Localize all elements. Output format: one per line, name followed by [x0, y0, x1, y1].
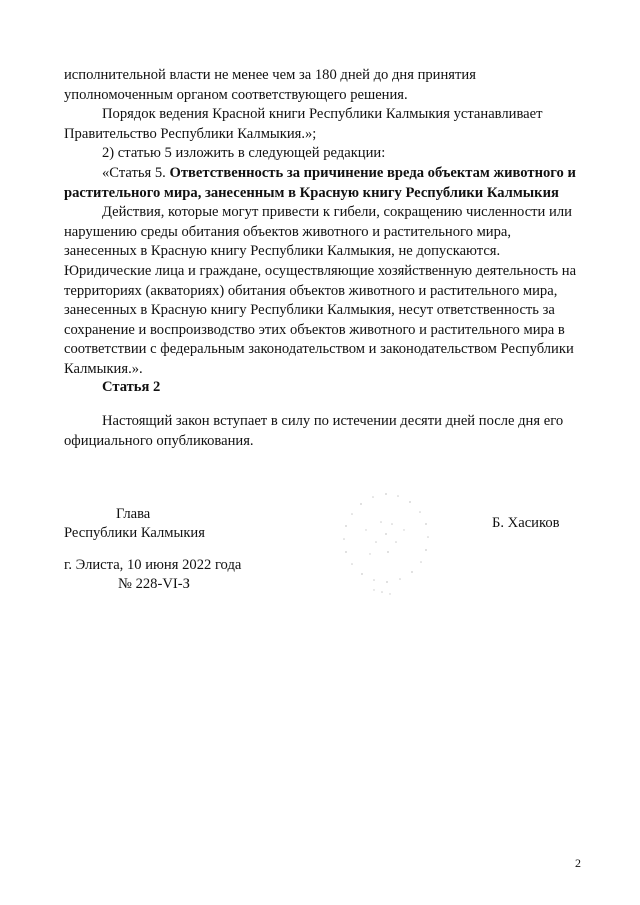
article-5-label: «Статья 5. — [102, 164, 170, 181]
article-2-text: Настоящий закон вступает в силу по истечении десяти дней после дня его официального опубликования. — [64, 413, 564, 449]
page-number: 2 — [575, 856, 581, 870]
signatory-title-line2: Республики Калмыкия — [64, 525, 205, 541]
paragraph-procedure: Порядок ведения Красной книги Республики Калмыкия устанавливает Правительство Республики Калмыкия.»; — [64, 106, 543, 142]
paragraph-amendment: 2) статью 5 изложить в следующей редакции: — [102, 145, 386, 162]
article-5-title: Ответственность за причинение вреда объектам животного и растительного мира, занесенным в Красную книгу Республики Калмыкия — [64, 164, 576, 201]
law-text-block — [64, 66, 582, 380]
article-2-text-block — [64, 412, 582, 451]
faint-stamp — [326, 482, 446, 600]
paragraph-continued: исполнительной власти не менее чем за 180 дней до дня принятия уполномоченным органом соответствующего решения. — [64, 67, 476, 103]
article-5-text: Действия, которые могут привести к гибели, сокращению численности или нарушению среды обитания объектов животного и растительного мира, занесенных в Красную книгу Республики Калмыкия, не допускаются. Юридические лица и граждане, осуществляющие хозяйственную деятельность на территориях (акваториях) обитания объектов животного и растительного мира, занесенных в Красную книгу Республики Калмыкия, несут ответственность за сохранение и воспроизводство этих объектов животного и растительного мира в соответствии с федеральным законодательством и законодательством Республики Калмыкия.». — [64, 204, 577, 377]
article-2-heading: Статья 2 — [102, 379, 161, 395]
signatory-title-line1: Глава — [116, 506, 151, 522]
law-number: № 228-VI-З — [118, 576, 190, 592]
article-5-heading — [64, 164, 582, 203]
place-and-date: г. Элиста, 10 июня 2022 года — [64, 557, 242, 573]
signatory-name: Б. Хасиков — [492, 515, 560, 531]
article-2-heading-block — [64, 378, 582, 398]
